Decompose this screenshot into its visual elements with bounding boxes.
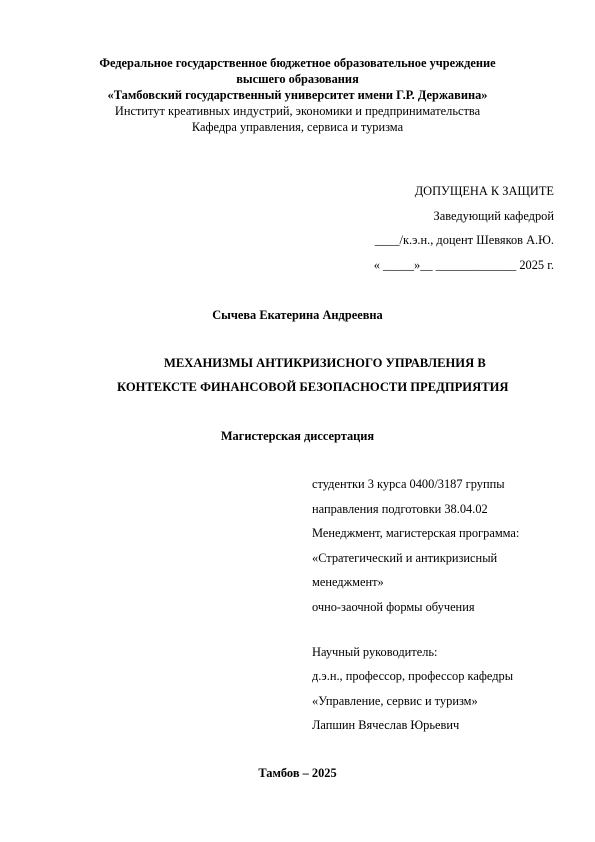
student-info-line: «Стратегический и антикризисный: [312, 551, 498, 565]
header-university-name: «Тамбовский государственный университет имени Г.Р. Державина»: [107, 88, 488, 102]
thesis-title-line-2: КОНТЕКСТЕ ФИНАНСОВОЙ БЕЗОПАСНОСТИ ПРЕДПРИЯТИЯ: [117, 380, 509, 394]
student-info-line: менеджмент»: [312, 575, 384, 589]
approval-signature: ____/к.э.н., доцент Шевяков А.Ю.: [374, 233, 554, 247]
approval-role: Заведующий кафедрой: [433, 209, 554, 223]
student-info-line: направления подготовки 38.04.02: [312, 502, 488, 516]
thesis-type: Магистерская диссертация: [220, 429, 375, 443]
approval-title: ДОПУЩЕНА К ЗАЩИТЕ: [414, 184, 554, 198]
approval-date: « _____»__ _____________ 2025 г.: [373, 258, 554, 272]
student-info-line: очно-заочной формы обучения: [312, 600, 475, 614]
footer-city-year: Тамбов – 2025: [258, 766, 337, 780]
student-info-line: студентки 3 курса 0400/3187 группы: [312, 477, 505, 491]
supervisor-line: д.э.н., профессор, профессор кафедры: [312, 669, 514, 683]
author-name: Сычева Екатерина Андреевна: [212, 308, 383, 322]
header-institution-line: Федеральное государственное бюджетное образовательное учреждение: [99, 56, 496, 70]
supervisor-name: Лапшин Вячеслав Юрьевич: [312, 718, 460, 732]
supervisor-label: Научный руководитель:: [312, 645, 438, 659]
header-institute: Институт креативных индустрий, экономики и предпринимательства: [114, 104, 481, 118]
header-department: Кафедра управления, сервиса и туризма: [191, 120, 404, 134]
thesis-title-line-1: МЕХАНИЗМЫ АНТИКРИЗИСНОГО УПРАВЛЕНИЯ В: [164, 356, 486, 370]
student-info-line: Менеджмент, магистерская программа:: [312, 526, 520, 540]
supervisor-line: «Управление, сервис и туризм»: [312, 694, 478, 708]
header-education-level: высшего образования: [236, 72, 359, 86]
